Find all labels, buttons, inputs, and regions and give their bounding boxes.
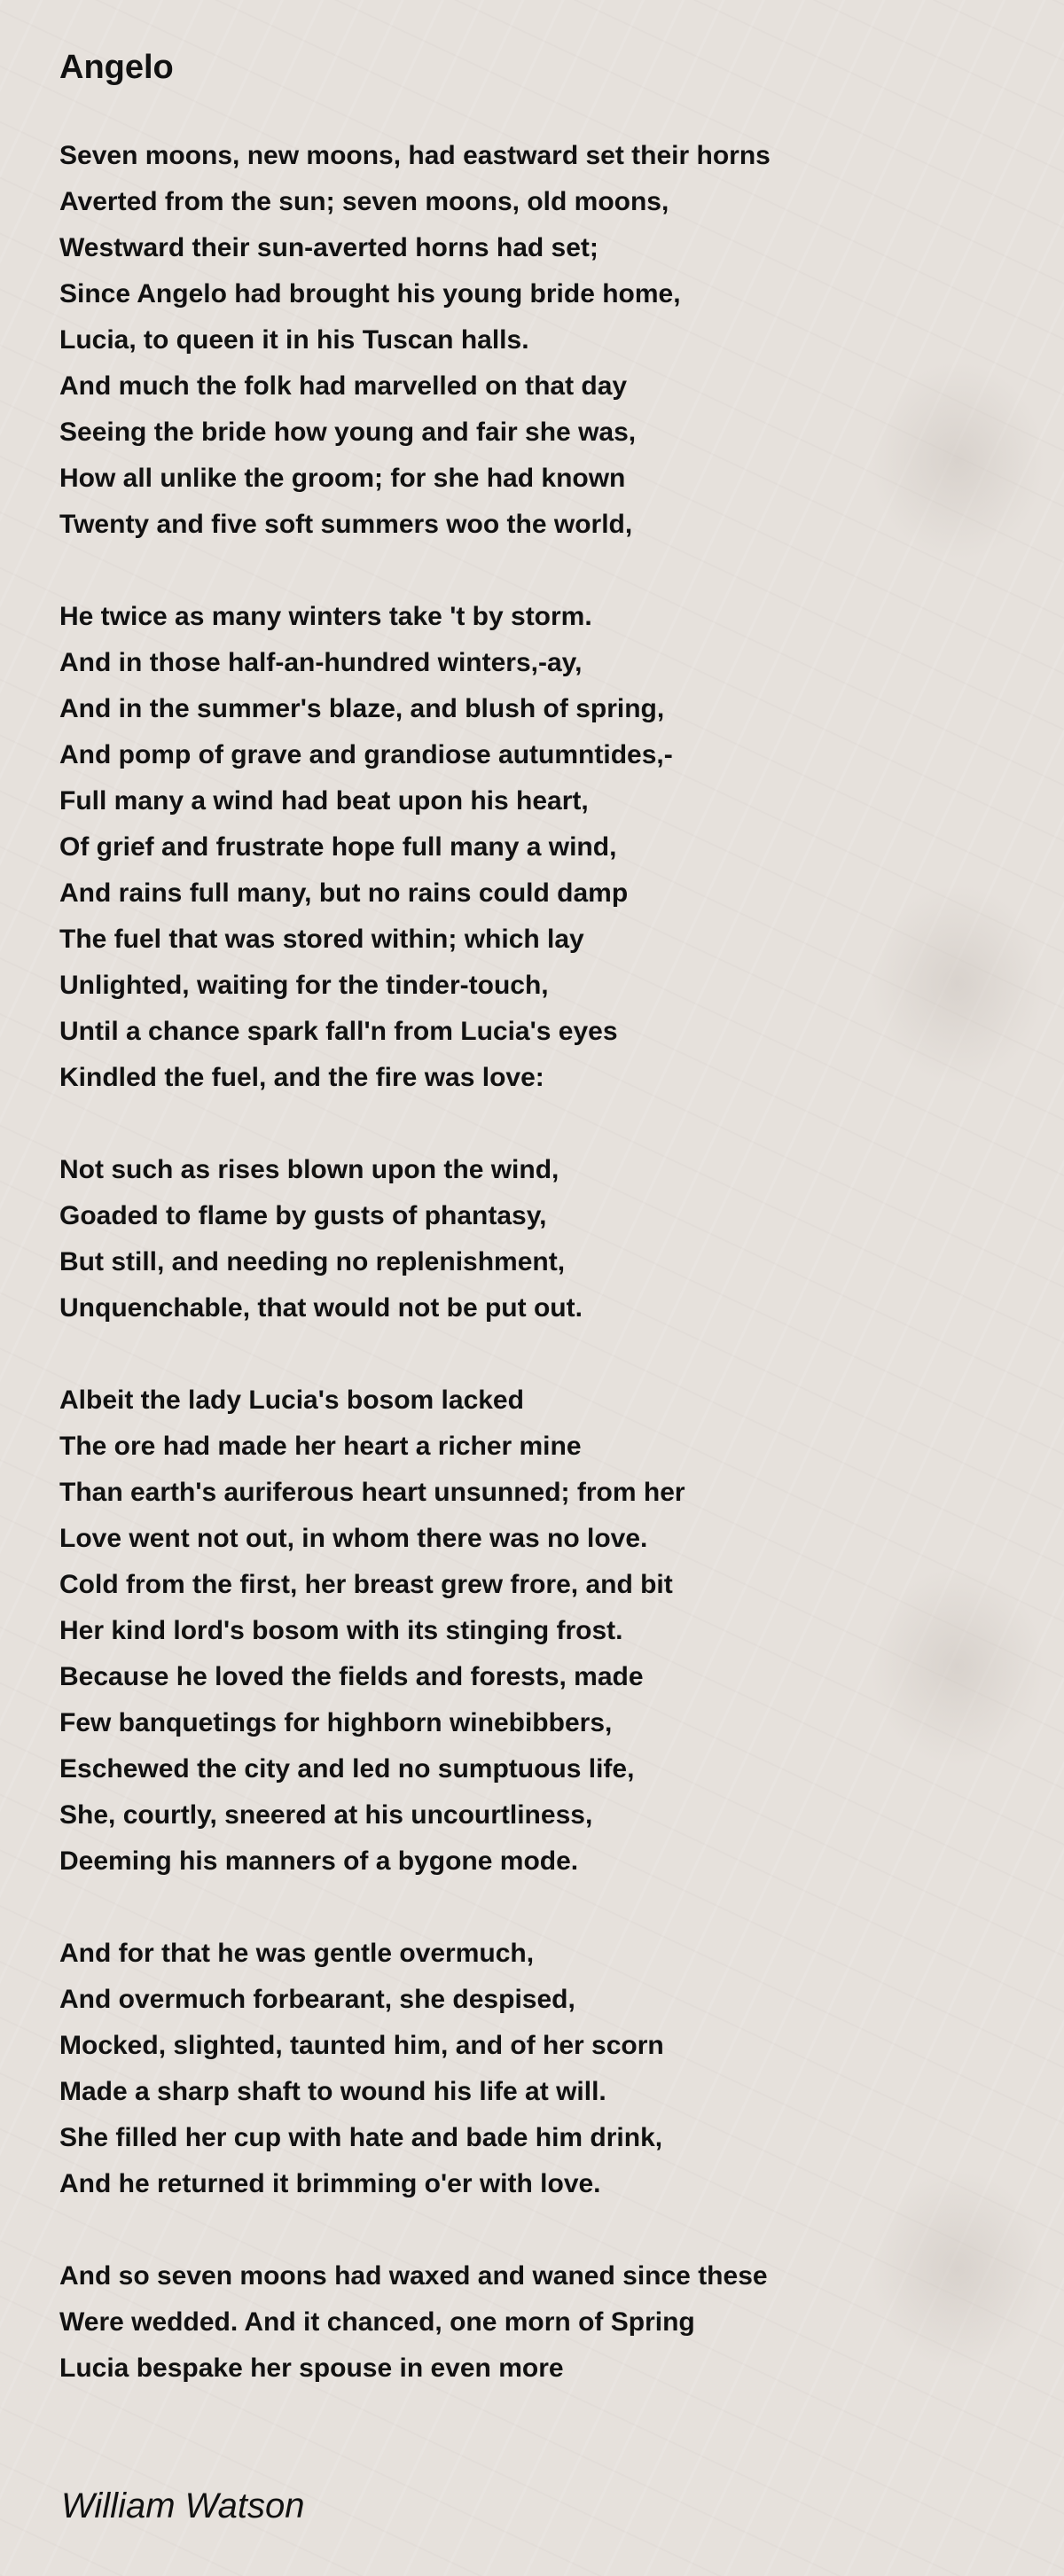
poem-line: Because he loved the fields and forests, made xyxy=(59,1662,644,1691)
poem-title: Angelo xyxy=(59,49,174,86)
poem-line: He twice as many winters take 't by storm. xyxy=(59,602,592,631)
poem-line: And overmuch forbearant, she despised, xyxy=(59,1985,575,2014)
poem-line: Were wedded. And it chanced, one morn of Spring xyxy=(59,2307,695,2337)
poem-line: Kindled the fuel, and the fire was love: xyxy=(59,1063,544,1092)
poem-stanza xyxy=(59,133,1017,548)
poem-stanza xyxy=(59,1931,1017,2207)
poem-line: Cold from the first, her breast grew frore, and bit xyxy=(59,1570,673,1599)
poem-stanza xyxy=(59,1147,1017,1331)
poem-line: Full many a wind had beat upon his heart, xyxy=(59,786,589,816)
poem-line: Lucia bespake her spouse in even more xyxy=(59,2354,564,2383)
poem-stanza xyxy=(59,1378,1017,1885)
poem-line: Than earth's auriferous heart unsunned; from her xyxy=(59,1478,685,1507)
poem-line: Albeit the lady Lucia's bosom lacked xyxy=(59,1386,524,1415)
poem-line: Unlighted, waiting for the tinder-touch, xyxy=(59,971,549,1000)
poem-line: Twenty and five soft summers woo the world, xyxy=(59,510,633,539)
poem-line: Her kind lord's bosom with its stinging frost. xyxy=(59,1616,623,1645)
poem-line: Seeing the bride how young and fair she was, xyxy=(59,418,637,447)
poem-line: And pomp of grave and grandiose autumntides,- xyxy=(59,740,673,769)
poem-line: Love went not out, in whom there was no love. xyxy=(59,1524,648,1553)
poem-line: Goaded to flame by gusts of phantasy, xyxy=(59,1201,547,1230)
poem-line: The ore had made her heart a richer mine xyxy=(59,1432,582,1461)
poem-line: Until a chance spark fall'n from Lucia's eyes xyxy=(59,1017,618,1046)
poem-line: And in those half-an-hundred winters,-ay, xyxy=(59,648,583,677)
poem-line: Westward their sun-averted horns had set; xyxy=(59,233,598,262)
poem-line: And so seven moons had waxed and waned since these xyxy=(59,2261,768,2291)
poem-line: And rains full many, but no rains could damp xyxy=(59,878,629,908)
poem-line: And he returned it brimming o'er with love. xyxy=(59,2169,601,2198)
poem-line: She, courtly, sneered at his uncourtliness, xyxy=(59,1800,593,1830)
poem-stanza xyxy=(59,594,1017,1101)
poem-line: Of grief and frustrate hope full many a wind, xyxy=(59,832,617,862)
poem-author: William Watson xyxy=(61,2486,305,2525)
poem-stanza xyxy=(59,2253,1017,2392)
poem-line: Since Angelo had brought his young bride home, xyxy=(59,279,681,308)
poem-line: Eschewed the city and led no sumptuous life, xyxy=(59,1754,635,1784)
poem-line: And much the folk had marvelled on that day xyxy=(59,371,628,401)
poem-line: How all unlike the groom; for she had known xyxy=(59,464,626,493)
poem-line: Unquenchable, that would not be put out. xyxy=(59,1293,583,1323)
poem-line: Mocked, slighted, taunted him, and of her scorn xyxy=(59,2031,664,2060)
poem-line: And for that he was gentle overmuch, xyxy=(59,1939,535,1968)
poem-body xyxy=(59,133,1017,2438)
poem-line: Few banquetings for highborn winebibbers, xyxy=(59,1708,613,1737)
poem-line: Averted from the sun; seven moons, old moons, xyxy=(59,187,669,216)
poem-line: Seven moons, new moons, had eastward set their horns xyxy=(59,141,771,170)
poem-line: The fuel that was stored within; which lay xyxy=(59,925,584,954)
poem-line: Made a sharp shaft to wound his life at will. xyxy=(59,2077,606,2106)
poem-line: She filled her cup with hate and bade him drink, xyxy=(59,2123,663,2152)
poem-line: And in the summer's blaze, and blush of spring, xyxy=(59,694,665,723)
poem-line: Lucia, to queen it in his Tuscan halls. xyxy=(59,325,529,355)
poem-line: Not such as rises blown upon the wind, xyxy=(59,1155,559,1184)
poem-line: But still, and needing no replenishment, xyxy=(59,1247,566,1276)
poem-line: Deeming his manners of a bygone mode. xyxy=(59,1846,579,1876)
